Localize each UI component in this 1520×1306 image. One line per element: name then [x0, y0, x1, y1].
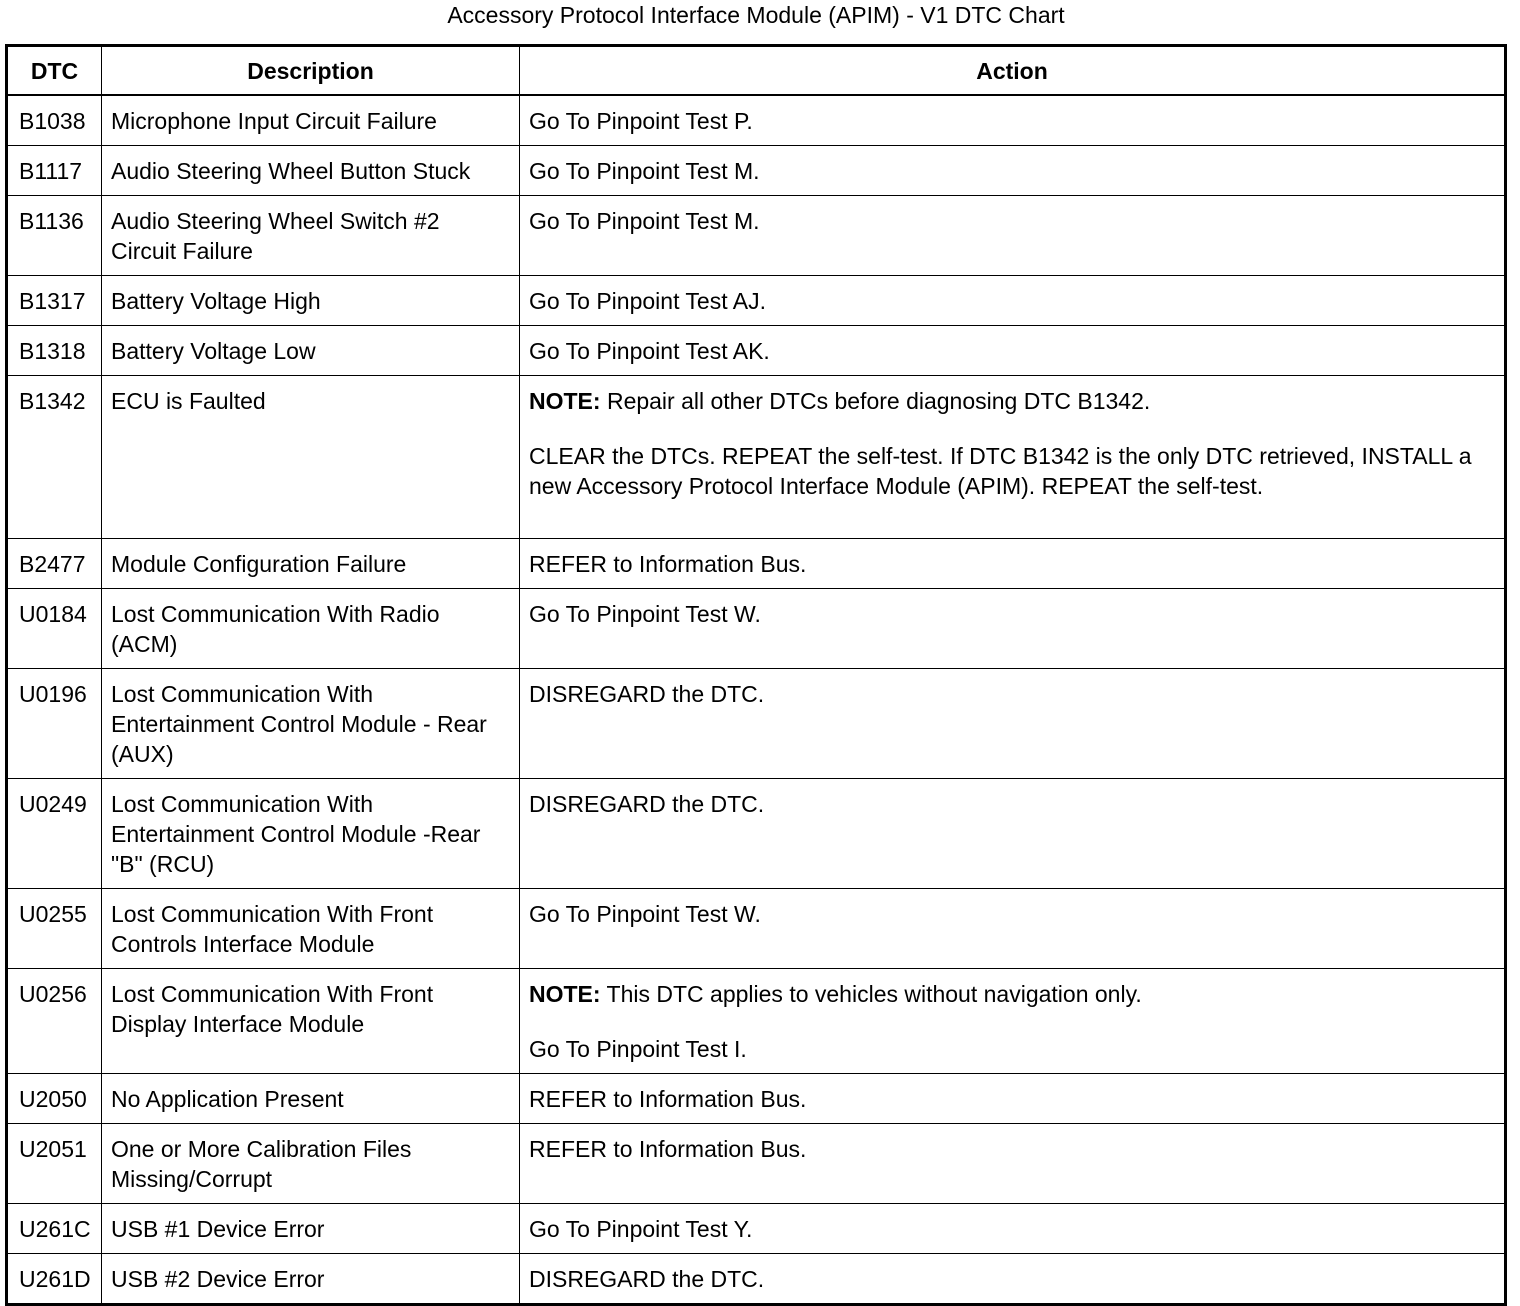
dtc-description: Lost Communication With Front Display Interface Module — [102, 969, 520, 1074]
note-paragraph — [529, 386, 1496, 416]
dtc-description: Lost Communication With Radio (ACM) — [102, 589, 520, 669]
dtc-code: B1136 — [7, 196, 102, 276]
dtc-action: Go To Pinpoint Test W. — [520, 889, 1506, 969]
dtc-code: B1117 — [7, 146, 102, 196]
table-row — [7, 146, 1506, 196]
table-header — [7, 46, 1506, 96]
table-row — [7, 1254, 1506, 1305]
column-header-action: Action — [520, 46, 1506, 96]
dtc-action: DISREGARD the DTC. — [520, 1254, 1506, 1305]
dtc-action — [520, 969, 1506, 1074]
table-row — [7, 669, 1506, 779]
dtc-description: ECU is Faulted — [102, 376, 520, 539]
table-row — [7, 276, 1506, 326]
dtc-description: No Application Present — [102, 1074, 520, 1124]
table-row — [7, 1204, 1506, 1254]
dtc-description: Lost Communication With Front Controls Interface Module — [102, 889, 520, 969]
note-label: NOTE: — [529, 981, 601, 1007]
table-row — [7, 95, 1506, 146]
dtc-description: Lost Communication With Entertainment Control Module - Rear (AUX) — [102, 669, 520, 779]
dtc-description: Audio Steering Wheel Switch #2 Circuit Failure — [102, 196, 520, 276]
action-text: Go To Pinpoint Test I. — [529, 1036, 747, 1062]
dtc-action: Go To Pinpoint Test AJ. — [520, 276, 1506, 326]
dtc-code: U261D — [7, 1254, 102, 1305]
dtc-code: B1038 — [7, 95, 102, 146]
note-text: Repair all other DTCs before diagnosing DTC B1342. — [600, 388, 1151, 414]
column-header-description: Description — [102, 46, 520, 96]
table-row — [7, 539, 1506, 589]
dtc-action: Go To Pinpoint Test M. — [520, 146, 1506, 196]
table-row — [7, 376, 1506, 539]
dtc-description: Module Configuration Failure — [102, 539, 520, 589]
dtc-description: Audio Steering Wheel Button Stuck — [102, 146, 520, 196]
dtc-code: U0256 — [7, 969, 102, 1074]
dtc-code: U0184 — [7, 589, 102, 669]
dtc-code: U0196 — [7, 669, 102, 779]
dtc-action: REFER to Information Bus. — [520, 539, 1506, 589]
dtc-description: Battery Voltage High — [102, 276, 520, 326]
dtc-action: Go To Pinpoint Test Y. — [520, 1204, 1506, 1254]
dtc-action: Go To Pinpoint Test W. — [520, 589, 1506, 669]
table-row — [7, 196, 1506, 276]
note-text: This DTC applies to vehicles without navigation only. — [600, 981, 1142, 1007]
dtc-code: B1317 — [7, 276, 102, 326]
dtc-description: USB #1 Device Error — [102, 1204, 520, 1254]
dtc-code: B1318 — [7, 326, 102, 376]
dtc-action: Go To Pinpoint Test M. — [520, 196, 1506, 276]
dtc-action — [520, 376, 1506, 539]
column-header-dtc: DTC — [7, 46, 102, 96]
dtc-action: REFER to Information Bus. — [520, 1074, 1506, 1124]
dtc-code: U261C — [7, 1204, 102, 1254]
note-paragraph — [529, 979, 1496, 1009]
dtc-action: Go To Pinpoint Test AK. — [520, 326, 1506, 376]
dtc-table — [5, 44, 1507, 1306]
dtc-description: USB #2 Device Error — [102, 1254, 520, 1305]
table-row — [7, 326, 1506, 376]
dtc-description: Microphone Input Circuit Failure — [102, 95, 520, 146]
note-label: NOTE: — [529, 388, 601, 414]
dtc-code: U0249 — [7, 779, 102, 889]
table-row — [7, 1074, 1506, 1124]
table-row — [7, 1124, 1506, 1204]
page-title: Accessory Protocol Interface Module (APIM) - V1 DTC Chart — [447, 2, 1065, 28]
dtc-action: DISREGARD the DTC. — [520, 669, 1506, 779]
dtc-description: Battery Voltage Low — [102, 326, 520, 376]
dtc-action: Go To Pinpoint Test P. — [520, 95, 1506, 146]
dtc-code: B1342 — [7, 376, 102, 539]
dtc-code: U2050 — [7, 1074, 102, 1124]
dtc-code: U0255 — [7, 889, 102, 969]
table-row — [7, 589, 1506, 669]
dtc-description: Lost Communication With Entertainment Control Module -Rear "B" (RCU) — [102, 779, 520, 889]
table-body — [7, 95, 1506, 1305]
table-row — [7, 889, 1506, 969]
action-text: CLEAR the DTCs. REPEAT the self-test. If DTC B1342 is the only DTC retrieved, INSTALL a new Accessory Protocol Interface Module (APIM). REPEAT the self-test. — [529, 443, 1472, 499]
dtc-action: REFER to Information Bus. — [520, 1124, 1506, 1204]
dtc-code: B2477 — [7, 539, 102, 589]
table-row — [7, 779, 1506, 889]
dtc-description: One or More Calibration Files Missing/Corrupt — [102, 1124, 520, 1204]
dtc-action: DISREGARD the DTC. — [520, 779, 1506, 889]
header-row — [7, 46, 1506, 96]
dtc-code: U2051 — [7, 1124, 102, 1204]
table-row — [7, 969, 1506, 1074]
